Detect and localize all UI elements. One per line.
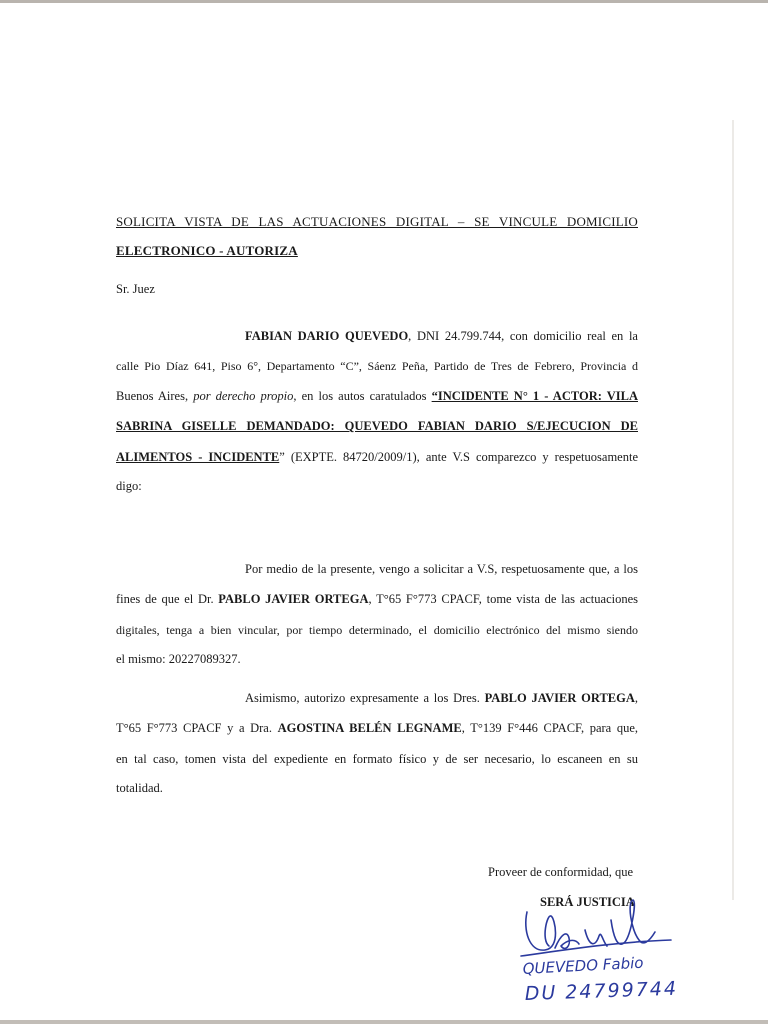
case-title-part-3: ALIMENTOS - INCIDENTE bbox=[116, 450, 280, 464]
page-bottom-edge bbox=[0, 1020, 768, 1024]
page-fold-shadow bbox=[732, 120, 734, 900]
handwritten-signature bbox=[515, 890, 695, 1010]
paragraph-2-line-4: el mismo: 20227089327. bbox=[116, 652, 241, 666]
document-title-line-1: SOLICITA VISTA DE LAS ACTUACIONES DIGITAL – SE VINCULE DOMICILIO bbox=[116, 214, 638, 229]
paragraph-1-line-1-text: , DNI 24.799.744, con domicilio real en la bbox=[408, 329, 638, 343]
paragraph-1-line-5-text: ” (EXPTE. 84720/2009/1), ante V.S comparezco y respetuosamente bbox=[279, 450, 638, 464]
paragraph-2-line-1: Por medio de la presente, vengo a solicitar a V.S, respetuosamente que, a los bbox=[245, 562, 638, 576]
signature-stroke-2 bbox=[555, 934, 579, 949]
petitioner-name: FABIAN DARIO QUEVEDO bbox=[245, 329, 409, 343]
paragraph-3-line-2 bbox=[116, 720, 638, 736]
paragraph-3-line-1 bbox=[245, 690, 638, 706]
paragraph-1-line-1 bbox=[245, 328, 638, 344]
salutation: Sr. Juez bbox=[116, 282, 155, 296]
paragraph-3-line-2-text-b: , T°139 F°446 CPACF, para que, bbox=[461, 721, 638, 735]
paragraph-2-line-3: digitales, tenga a bien vincular, por tiempo determinado, el domicilio electrónico del mismo siendo bbox=[116, 623, 638, 637]
paragraph-1-line-3-text-a: Buenos Aires, bbox=[116, 389, 194, 403]
paragraph-3-line-4: totalidad. bbox=[116, 781, 163, 795]
paragraph-3-line-1-text-b: , bbox=[634, 691, 638, 705]
page-top-edge bbox=[0, 0, 768, 3]
paragraph-3-line-2-text-a: T°65 F°773 CPACF y a Dra. bbox=[116, 721, 278, 735]
attorney-name: PABLO JAVIER ORTEGA bbox=[218, 592, 369, 606]
authorized-attorney-name: PABLO JAVIER ORTEGA bbox=[484, 691, 635, 705]
case-title-part-1: “INCIDENTE N° 1 - ACTOR: VILA bbox=[431, 389, 638, 403]
signature-stroke-4 bbox=[611, 900, 655, 944]
paragraph-2-line-2 bbox=[116, 591, 638, 607]
closing-sera-justicia: SERÁ JUSTICIA bbox=[540, 895, 635, 909]
signature-stroke-1 bbox=[526, 912, 556, 950]
paragraph-3-line-1-text-a: Asimismo, autorizo expresamente a los Dres. bbox=[245, 691, 485, 705]
paragraph-3-line-3: en tal caso, tomen vista del expediente en formato físico y de ser necesario, lo escaneen en su bbox=[116, 752, 638, 766]
handwritten-name: QUEVEDO Fabio bbox=[522, 953, 644, 978]
paragraph-1-italic: por derecho propio bbox=[193, 389, 294, 403]
case-title-part-2: SABRINA GISELLE DEMANDADO: QUEVEDO FABIAN DARIO S/EJECUCION DE bbox=[116, 419, 638, 433]
handwritten-dni: DU 24799744 bbox=[524, 977, 679, 1005]
signature-stroke-3 bbox=[585, 930, 607, 946]
authorized-attorney-2-name: AGOSTINA BELÉN LEGNAME bbox=[277, 721, 462, 735]
paragraph-1-line-6: digo: bbox=[116, 479, 142, 493]
paragraph-1-line-2: calle Pio Díaz 641, Piso 6°, Departamento “C”, Sáenz Peña, Partido de Tres de Febrero, Provincia d bbox=[116, 359, 638, 373]
paragraph-2-line-2-text-b: , T°65 F°773 CPACF, tome vista de las actuaciones bbox=[368, 592, 639, 606]
paragraph-1-line-3-text-b: , en los autos caratulados bbox=[293, 389, 432, 403]
paragraph-1-line-3 bbox=[116, 388, 638, 404]
closing-line-1: Proveer de conformidad, que bbox=[488, 865, 634, 879]
document-title-line-2: ELECTRONICO - AUTORIZA bbox=[116, 243, 298, 258]
paragraph-1-line-5 bbox=[116, 449, 638, 465]
paragraph-2-line-2-text-a: fines de que el Dr. bbox=[116, 592, 219, 606]
